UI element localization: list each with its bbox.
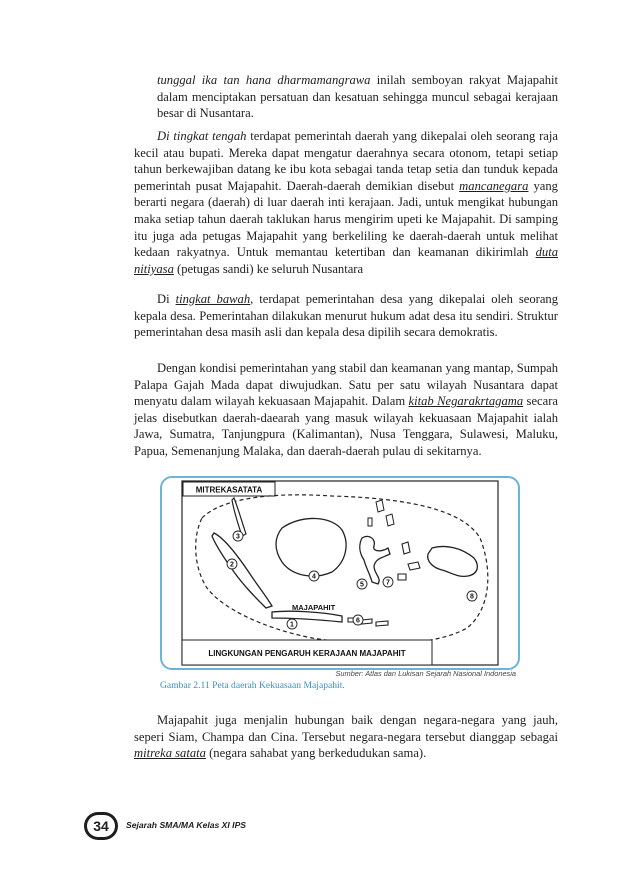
italic-term: duta nitiyasa <box>134 245 558 276</box>
figure-caption: Gambar 2.11 Peta daerah Kekuasaan Majapahit. <box>160 680 345 691</box>
page-number-badge <box>84 812 118 840</box>
region-number-4: 4 <box>312 573 316 581</box>
page-number: 34 <box>87 815 115 837</box>
region-number-5: 5 <box>360 581 364 589</box>
region-number-7: 7 <box>386 579 390 587</box>
map-label-lingkungan: LINGKUNGAN PENGARUH KERAJAAN MAJAPAHIT <box>208 649 406 658</box>
italic-term: Di tingkat tengah <box>157 129 247 143</box>
region-number-2: 2 <box>230 561 234 569</box>
majapahit-map <box>162 478 518 668</box>
figure-source: Sumber: Atlas dan Lukisan Sejarah Nasional Indonesia <box>335 669 516 678</box>
italic-term: kitab Negarakrtagama <box>408 394 524 409</box>
region-number-6: 6 <box>356 617 360 625</box>
paragraph-mitreka-satata: Majapahit juga menjalin hubungan baik dengan negara-negara yang jauh, seperi Siam, Champa dan Cina. Tersebut negara-negara tersebut dianggap sebagai mitreka satata (negara sahabat yang berkedudukan sama). <box>134 713 558 761</box>
region-number-8: 8 <box>470 593 474 601</box>
region-number-1: 1 <box>290 621 294 629</box>
italic-term: tunggal ika tan hana dharmamangrawa <box>157 73 371 87</box>
map-figure <box>160 476 520 670</box>
region-number-3: 3 <box>236 533 240 541</box>
italic-term: mancanegara <box>459 178 529 193</box>
paragraph-semboyan: tunggal ika tan hana dharmamangrawa inilah semboyan rakyat Majapahit dalam menciptakan persatuan dan kesatuan sehingga muncul sebagai kerajaan besar di Nusantara. <box>157 73 558 121</box>
paragraph-sumpah-palapa: Dengan kondisi pemerintahan yang stabil dan keamanan yang mantap, Sumpah Palapa Gajah Mada dapat diwujudkan. Satu per satu wilayah Nusantara dapat menyatu dalam wilayah kekuasaan Majapahit. Dalam kitab Negarakrtagama secara jelas disebutkan daerah-daearah yang masuk wilayah kekuasaan Majapahit ialah Jawa, Sumatra, Tanjungpura (Kalimantan), Nusa Tenggara, Sulawesi, Maluku, Papua, Semenanjung Malaka, dan daerah-daerah pulau di sekitarnya. <box>134 361 558 458</box>
map-label-majapahit: MAJAPAHIT <box>292 603 336 612</box>
paragraph-tingkat-tengah: Di tingkat tengah terdapat pemerintah daerah yang dikepalai oleh seorang raja kecil atau bupati. Mereka dapat mengatur daerahnya secara otonom, tetapi setiap tahun berkewajiban datang ke ibu kota sebagai tanda tetap setia dan tunduk kepada pemerintah pusat Majapahit. Daerah-daerah demikian disebut mancanegara yang berarti negara (daerah) di luar daerah inti kerajaan. Jadi, untuk mengikat hubungan maka setiap tahun daerah taklukan harus mengirim upeti ke Majapahit. Di samping itu juga ada petugas Majapahit yang berkeliling ke daerah-daerah untuk melihat kedaan rakyatnya. Untuk memantau ketertiban dan keamanan dikirimlah duta nitiyasa (petugas sandi) ke seluruh Nusantara <box>134 129 558 276</box>
italic-term: mitreka satata <box>134 746 206 761</box>
paragraph-tingkat-bawah: Di tingkat bawah, terdapat pemerintahan desa yang dikepalai oleh seorang kepala desa. Pemerintahan dilakukan menurut hukum adat desa itu sendiri. Struktur pemerintahan desa masih asli dan kepala desa dipilih secara demokratis. <box>134 292 559 340</box>
italic-term: tingkat bawah <box>175 292 251 306</box>
map-label-mitrekasatata: MITREKASATATA <box>195 485 263 495</box>
footer-book-title: Sejarah SMA/MA Kelas XI IPS <box>126 820 247 830</box>
